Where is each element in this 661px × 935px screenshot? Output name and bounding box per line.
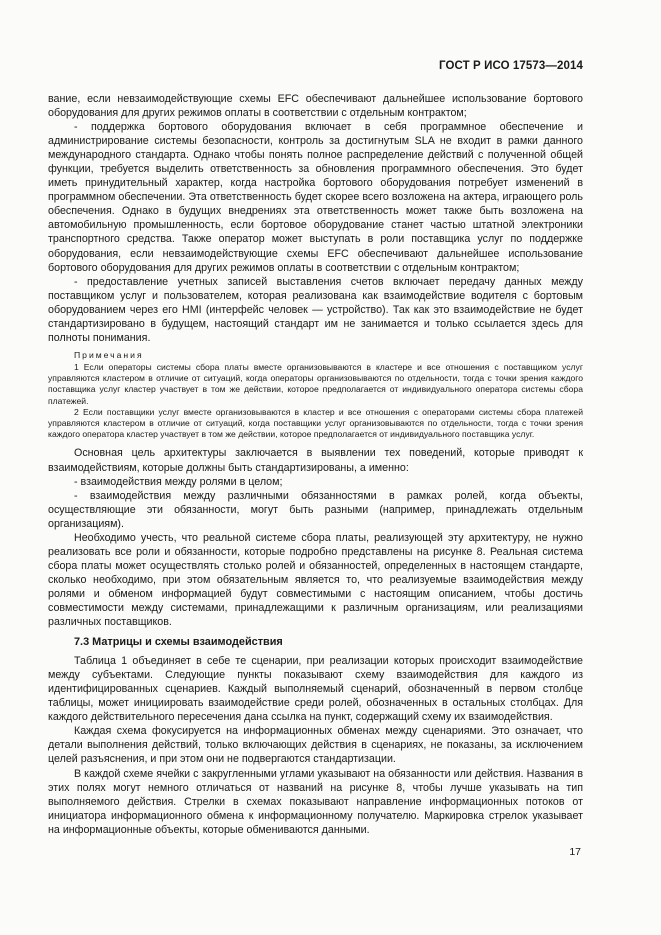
list-item: - взаимодействия между различными обязанностями в рамках ролей, когда объекты, осуществляющие эти обязанности, могут быть разными (например, принадлежать отдельным организациям). [48,489,583,530]
paragraph: - поддержка бортового оборудования включает в себя программное обеспечение и администрирование системы безопасности, контроль за достигнутым SLA не входит в рамки данного международного стандарта. Однако чтобы понять полное распределение действий с полученной общей функции, требуется выделить ответственность за обновления программного обеспечения. Это будет иметь принудительный характер, когда настройка бортового оборудования потребует изменений в программном обеспечении. Эта ответственность будет скорее всего возложена на актера, играющего роль обеспечения. Однако в будущих внедрениях эта ответственность может также быть возложена на автомобильную промышленность, если бортовое оборудование станет частью штатной электроники транспортного средства. Также оператор может выступать в роли поставщика услуг по поддержке оборудования, если невзаимодействующие схемы EFC обеспечивают дальнейшее использование бортового оборудования для других режимов оплаты в соответствии с отдельным контрактом; [48,121,583,274]
paragraph: Необходимо учесть, что реальной системе сбора платы, реализующей эту архитектуру, не нужно реализовать все роли и обязанности, которые подробно представлены на рисунке 8. Реальная система сбора платы может осуществлять столько ролей и обязанностей, определенных в настоящем стандарте, сколько необходимо, при этом обязательным является то, что реализуемые взаимодействия между ролями и обменом информацией будут совместимыми с настоящим описанием, чтобы достичь совместимости между системами, принадлежащими к различным организациям, или реализациями различных поставщиков. [48,531,583,629]
section-heading: 7.3 Матрицы и схемы взаимодействия [74,636,283,649]
paragraph: вание, если невзаимодействующие схемы EFC обеспечивают дальнейшее использование бортового оборудования для других режимов оплаты в соответствии с отдельным контрактом; [48,93,583,120]
notes-block [48,350,583,441]
document-header: ГОСТ Р ИСО 17573—2014 [438,60,583,72]
paragraph: Основная цель архитектуры заключается в выявлении тех поведений, которые приводят к взаимодействиям, которые должны быть стандартизированы, а именно: [48,447,583,474]
paragraph: Каждая схема фокусируется на информационных обменах между сценариями. Это означает, что детали выполнения действий, только включающих действия в сценариях, не показаны, за исключением целей разъяснения, и при этом они не подвергаются стандартизации. [48,725,583,766]
note-item: 2 Если поставщики услуг вместе организовываются в кластер и все отношения с операторами системы сбора платежей управляются кластером в отличие от ситуаций, когда поставщики услуг организовываются по отдельности, тогда с точки зрения каждого оператора кластер участвует в том же действии, которое предполагается от индивидуального поставщика услуг. [48,406,583,440]
list-item: - взаимодействия между ролями в целом; [74,475,283,488]
paragraph: - предоставление учетных записей выставления счетов включает передачу данных между поставщиком услуг и пользователем, которая реализована как взаимодействие водителя с бортовым оборудованием через его HMI (интерфейс человек — устройство). Так как это взаимодействие не будет стандартизировано в будущем, настоящий стандарт им не занимается и только ссылается здесь для полноты понимания. [48,275,583,344]
page-number: 17 [569,846,581,858]
paragraph: Таблица 1 объединяет в себе те сценарии, при реализации которых происходит взаимодействие между субъектами. Следующие пункты показывают схему взаимодействия для каждого из идентифицированных сценариев. Каждый выполняемый сценарий, обозначенный в первом столбце таблицы, может инициировать взаимодействие среди ролей, обозначенных в остальных столбцах. Для каждого действительного пересечения дана ссылка на пункт, содержащий схему их взаимодействия. [48,655,583,724]
notes-title: Примечания [74,349,144,360]
page-body [48,92,583,837]
note-item: 1 Если операторы системы сбора платы вместе организовываются в кластере и все отношения с поставщиком услуг управляются кластером в отличие от ситуаций, когда операторы организовываются по отдельности, тогда с точки зрения каждого поставщика услуг кластер участвует в том же действии, которое предполагается от индивидуального оператора системы сбора платежей. [48,362,583,406]
paragraph: В каждой схеме ячейки с закругленными углами указывают на обязанности или действия. Названия в этих полях могут немного отличаться от названий на рисунке 8, чтобы лучше указывать на тип выполняемого действия. Стрелки в схемах показывают направление информационных потоков от инициатора информационного обмена к информационному получателю. Маркировка стрелок указывает на информационные объекты, которые обмениваются данными. [48,767,583,836]
